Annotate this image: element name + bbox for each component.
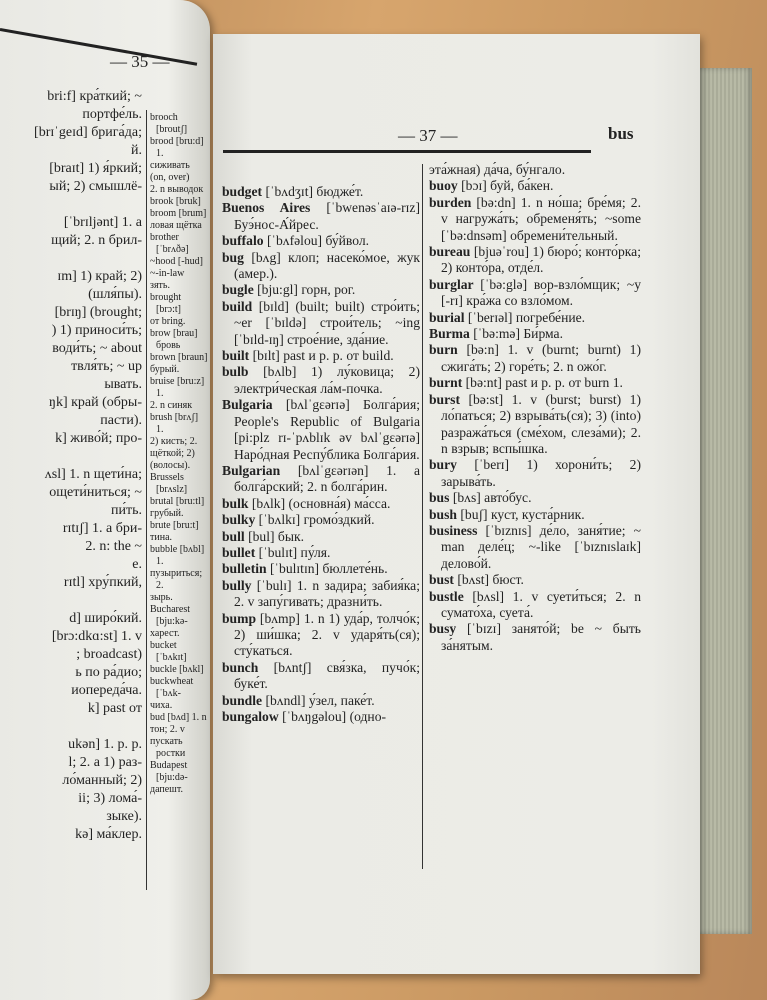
left-page-line: e. bbox=[132, 557, 142, 572]
left-page-side-line: buckle [bʌkl] bbox=[150, 664, 204, 675]
left-page-side-line: пузыриться; 2. bbox=[150, 568, 203, 591]
left-page-line: ощети́ниться; ~ bbox=[49, 485, 142, 500]
dictionary-entry bbox=[429, 195, 641, 244]
left-page-side-line: (on, over) bbox=[150, 172, 190, 183]
left-page-line bbox=[2, 592, 142, 610]
left-page-side-line: bud [bʌd] 1. n bbox=[150, 712, 207, 723]
left-page-column-divider bbox=[146, 110, 147, 890]
left-page-line: [brɪŋ] (brought; bbox=[54, 305, 142, 320]
left-page-side-line: грубый. bbox=[150, 508, 184, 519]
entry-definition: [ˈbʌfəlou] бу́йвол. bbox=[266, 233, 370, 249]
entry-headword: business bbox=[429, 522, 478, 538]
entry-definition: [ˈbɪzɪ] занято́й; be ~ быть за́нятым. bbox=[441, 621, 641, 653]
header-rule bbox=[223, 150, 591, 153]
left-page-line: bri:f] кра́ткий; ~ bbox=[47, 89, 142, 104]
dictionary-entry bbox=[429, 523, 641, 572]
left-page-side-line: чиха. bbox=[150, 700, 173, 711]
entry-definition: [ˈbulɪtɪn] бюллете́нь. bbox=[269, 561, 388, 577]
entry-headword: bully bbox=[222, 577, 252, 593]
left-page-line: [braɪt] 1) я́ркий; bbox=[49, 161, 142, 176]
dictionary-entry bbox=[429, 490, 641, 506]
left-page-side-line: brook [bruk] bbox=[150, 196, 201, 207]
entry-definition: [bɔɪ] буй, ба́кен. bbox=[461, 178, 554, 194]
entry-definition: [ˈberɪ] 1) хорони́ть; 2) зарыва́ть. bbox=[441, 457, 641, 489]
left-page-side-line: brute [bru:t] bbox=[150, 520, 199, 531]
left-page-line: портфе́ль. bbox=[82, 107, 142, 122]
left-page-line bbox=[2, 718, 142, 736]
left-page-side-line: харест. bbox=[150, 628, 180, 639]
left-page-line: пасти). bbox=[100, 413, 142, 428]
dictionary-entry bbox=[222, 250, 420, 283]
left-page-line: ь по ра́дио; bbox=[75, 665, 142, 680]
entry-definition: [ˈbʌŋgəlou] (одно- bbox=[282, 709, 387, 724]
left-page-line: l; 2. a 1) раз- bbox=[68, 755, 142, 770]
left-page-line: (шля́пы). bbox=[88, 287, 142, 302]
dictionary-entry bbox=[222, 693, 420, 709]
entry-headword: bustle bbox=[429, 588, 464, 604]
entry-definition: [bjuəˈrou] 1) бюро́; конто́рка; 2) конто́ра, отде́л. bbox=[441, 244, 641, 276]
entry-headword: bulb bbox=[222, 364, 249, 380]
entry-definition: [bul] бык. bbox=[248, 528, 304, 544]
left-page-side-line: ловая щётка bbox=[150, 220, 202, 231]
dictionary-entry bbox=[429, 375, 641, 391]
entry-definition: [ˈbɪznɪs] де́ло, заня́тие; ~ man деле́ц; ~-like [ˈbɪznɪslaɪk] делово́й. bbox=[441, 522, 641, 571]
dictionary-entry bbox=[222, 660, 420, 693]
entry-headword: Buenos Aires bbox=[222, 200, 311, 216]
entry-headword: Burma bbox=[429, 326, 470, 342]
left-page-line: ) 1) приноси́ть; bbox=[51, 323, 142, 338]
left-page-number: — 35 — bbox=[110, 52, 170, 71]
left-page-side-line: brutal [bru:tl] bbox=[150, 496, 205, 507]
entry-headword: busy bbox=[429, 621, 457, 637]
left-page-line: ŋk] край (обры- bbox=[49, 395, 142, 410]
left-page-side-line: brow [brau] бровь bbox=[150, 328, 198, 351]
dictionary-entry bbox=[222, 200, 420, 233]
left-page-side-line: bubble [bʌbl] 1. bbox=[150, 544, 205, 567]
dictionary-entry bbox=[222, 578, 420, 611]
dictionary-entry bbox=[429, 310, 641, 326]
left-page-line: й. bbox=[131, 143, 142, 158]
left-page-side-line: тина. bbox=[150, 532, 173, 543]
left-page-side-line: broom [brum] bbox=[150, 208, 207, 219]
left-page-side-line: тон; 2. v bbox=[150, 724, 185, 735]
left-page-side-line: brought [brɔ:t] bbox=[150, 292, 182, 315]
entry-headword: bus bbox=[429, 490, 450, 506]
left-page-side-line: brown [braun] bbox=[150, 352, 208, 363]
left-page-side-line: buckwheat [ˈbʌk- bbox=[150, 676, 194, 699]
entry-definition: [ˈbə:glə] вор-взло́мщик; ~y [-rɪ] кра́жа со взло́мом. bbox=[441, 276, 641, 309]
entry-headword: burial bbox=[429, 309, 465, 325]
dictionary-entry bbox=[222, 184, 420, 200]
entry-headword: bush bbox=[429, 506, 457, 522]
entry-headword: bust bbox=[429, 572, 454, 588]
book-spine-cloth bbox=[700, 68, 752, 934]
entry-definition: [bʌlˈgɛərɪən] 1. a болга́рский; 2. n болга́рин. bbox=[234, 462, 420, 495]
entry-headword: bulk bbox=[222, 495, 249, 511]
entry-headword: bug bbox=[222, 249, 244, 265]
dictionary-entry bbox=[429, 589, 641, 622]
column-divider bbox=[422, 164, 423, 869]
entry-definition: [bə:st] 1. v (burst; burst) 1) ло́паться; 2) взрыва́ть(ся); 3) (into) разража́ться (сме́хом, слеза́ми); 2. n взрыв; вспы́шка. bbox=[441, 391, 641, 456]
left-page-line: k] past от bbox=[87, 701, 142, 716]
dictionary-entry bbox=[222, 545, 420, 561]
entry-definition: [ˈberɪəl] погребе́ние. bbox=[467, 309, 586, 325]
left-page-line: [brɔ:dkɑ:st] 1. v bbox=[51, 629, 142, 644]
entry-headword: burn bbox=[429, 342, 458, 358]
entry-headword: bulletin bbox=[222, 561, 267, 577]
entry-definition: [bʌlˈgɛərɪə] Болга́рия; People's Republic of Bulgaria [pi:plz rɪ-ˈpʌblɪk əv bʌlˈgɛərɪə] Наро́дная Респу́блика Болга́рия. bbox=[234, 397, 420, 462]
left-page-line: ukən] 1. p. p. bbox=[68, 737, 142, 752]
left-page-line: [ˈbrɪljənt] 1. a bbox=[63, 215, 142, 230]
left-page-line: rɪtl] хру́пкий, bbox=[63, 575, 142, 590]
left-page-side-line: Bucharest [bju:kə- bbox=[150, 604, 190, 627]
left-page-side-column bbox=[150, 112, 208, 796]
left-page-line: ло́манный; 2) bbox=[62, 773, 142, 788]
left-page-main-column bbox=[2, 88, 142, 844]
entry-definition: [bʌntʃ] свя́зка, пучо́к; буке́т. bbox=[234, 659, 420, 692]
left-page-side-line: Budapest [bju:də- bbox=[150, 760, 188, 783]
entry-headword: bundle bbox=[222, 692, 263, 708]
left-page-line: ый; 2) смышлё- bbox=[49, 179, 142, 194]
left-page-line: ii; 3) лома́- bbox=[78, 791, 142, 806]
left-page-side-line: от bring. bbox=[150, 316, 186, 327]
left-page-side-line: зырь. bbox=[150, 592, 173, 603]
left-page-side-line: Brussels [brʌslz] bbox=[150, 472, 188, 495]
entry-headword: bullet bbox=[222, 544, 256, 560]
entry-definition: [bʌlk] (основна́я) ма́сса. bbox=[251, 495, 391, 511]
entry-definition: [bə:n] 1. v (burnt; burnt) 1) сжига́ть; 2) горе́ть; 2. n ожо́г. bbox=[441, 342, 641, 374]
left-page-line: зыке). bbox=[106, 809, 142, 824]
entry-definition: [buʃ] куст, куста́рник. bbox=[460, 506, 585, 522]
left-page-side-line: сиживать bbox=[150, 160, 190, 171]
entry-definition: [ˈbʌlkɪ] громо́здкий. bbox=[258, 512, 375, 528]
entry-headword: burden bbox=[429, 194, 472, 210]
left-page-side-line: 2. n выводок bbox=[150, 184, 204, 195]
dictionary-entry bbox=[429, 277, 641, 310]
entry-definition: [bʌsl] 1. v суети́ться; 2. n сумато́ха, суета́. bbox=[441, 588, 641, 620]
left-page-side-line: ~-in-law bbox=[150, 268, 185, 279]
left-page-side-line: brood [bru:d] 1. bbox=[150, 136, 204, 159]
entry-definition: [bʌndl] у́зел, паке́т. bbox=[265, 692, 375, 708]
left-page-line: rɪtɪʃ] 1. a бри- bbox=[62, 521, 142, 536]
left-page-line: d] широ́кий. bbox=[69, 611, 142, 626]
entry-headword: burglar bbox=[429, 276, 474, 292]
entry-definition: [bɪlt] past и p. p. от build. bbox=[252, 348, 394, 364]
left-page-side-line: bruise [bru:z] 1. bbox=[150, 376, 205, 399]
left-page-line bbox=[2, 196, 142, 214]
left-page-line: ывать. bbox=[104, 377, 142, 392]
left-page-side-line: пускать ростки bbox=[150, 736, 186, 759]
dictionary-entry bbox=[222, 299, 420, 348]
dictionary-column-1 bbox=[222, 184, 420, 725]
dictionary-entry bbox=[429, 326, 641, 342]
entry-definition: [bʌs] авто́бус. bbox=[452, 490, 532, 506]
dictionary-entry bbox=[429, 162, 641, 178]
dictionary-entry bbox=[222, 463, 420, 496]
dictionary-entry bbox=[429, 178, 641, 194]
entry-definition: [bʌlb] 1) лу́ковица; 2) электри́ческая ла́м-почка. bbox=[234, 364, 420, 396]
dictionary-entry bbox=[222, 282, 420, 298]
left-page-line: иопереда́ча. bbox=[71, 683, 142, 698]
left-page-side-line: brother [ˈbrʌðə] bbox=[150, 232, 189, 255]
dictionary-entry bbox=[222, 348, 420, 364]
left-page-line: ; broadcast) bbox=[76, 647, 142, 662]
dictionary-entry bbox=[429, 392, 641, 458]
left-page-side-line: бурый. bbox=[150, 364, 180, 375]
entry-definition: [bə:dn] 1. n но́ша; бре́мя; 2. v нагружа́ть; обременя́ть; ~some [ˈbə:dnsəm] обремени́тельный. bbox=[441, 194, 641, 243]
entry-definition: [ˈbʌdʒɪt] бюдже́т. bbox=[265, 184, 364, 199]
entry-headword: bungalow bbox=[222, 709, 279, 724]
entry-headword: Bulgarian bbox=[222, 462, 281, 478]
entry-headword: burnt bbox=[429, 375, 463, 391]
entry-headword: bull bbox=[222, 528, 245, 544]
entry-headword: burst bbox=[429, 391, 460, 407]
dictionary-entry bbox=[429, 244, 641, 277]
dictionary-entry bbox=[222, 561, 420, 577]
left-page-side-line: ~hood [-hud] bbox=[150, 256, 203, 267]
dictionary-entry bbox=[222, 496, 420, 512]
entry-definition: [bju:gl] горн, рог. bbox=[257, 282, 356, 298]
entry-definition: [ˈbə:mə] Би́рма. bbox=[473, 326, 563, 342]
left-page-side-line: дапешт. bbox=[150, 784, 184, 795]
dictionary-entry bbox=[222, 397, 420, 463]
entry-headword: budget bbox=[222, 184, 263, 199]
entry-headword: built bbox=[222, 348, 250, 364]
left-page-line: kə] ма́клер. bbox=[75, 827, 142, 842]
left-page-side-line: brush [brʌʃ] 1. bbox=[150, 412, 199, 435]
entry-headword: bury bbox=[429, 457, 457, 473]
left-page-side-line: (волосы). bbox=[150, 460, 191, 471]
running-head: bus bbox=[608, 124, 634, 143]
dictionary-entry bbox=[222, 529, 420, 545]
entry-definition: [bʌst] бюст. bbox=[457, 572, 524, 588]
left-page-line bbox=[2, 448, 142, 466]
left-page-side-line: brooch [broutʃ] bbox=[150, 112, 188, 135]
entry-headword: bureau bbox=[429, 244, 471, 260]
dictionary-entry bbox=[222, 512, 420, 528]
left-page-line: щий; 2. n брил- bbox=[51, 233, 142, 248]
dictionary-entry bbox=[222, 709, 420, 725]
left-page-line: [brɪˈgeɪd] брига́да; bbox=[34, 125, 142, 140]
entry-definition: [ˈbwenəsˈaɪə-rɪz] Буэ́нос-А́йрес. bbox=[234, 200, 420, 232]
left-page bbox=[0, 0, 210, 1000]
left-page-line: 2. n: the ~ bbox=[85, 539, 142, 554]
entry-headword: buoy bbox=[429, 178, 458, 194]
left-page-side-line: зять. bbox=[150, 280, 170, 291]
dictionary-entry bbox=[429, 342, 641, 375]
entry-headword: bump bbox=[222, 610, 257, 626]
left-page-line: твля́ть; ~ up bbox=[71, 359, 142, 374]
left-page-side-line: щёткой; 2) bbox=[150, 448, 195, 459]
entry-definition: [bʌmp] 1. n 1) уда́р, толчо́к; 2) ши́шка; 2. v ударя́ть(ся); сту́каться. bbox=[234, 610, 420, 659]
dictionary-entry bbox=[429, 621, 641, 654]
entry-definition: [bʌg] клоп; насеко́мое, жук (амер.). bbox=[234, 249, 420, 282]
entry-headword: bunch bbox=[222, 659, 259, 675]
dictionary-entry bbox=[222, 611, 420, 660]
entry-headword: bugle bbox=[222, 282, 254, 298]
left-page-line bbox=[2, 250, 142, 268]
left-page-side-line: bucket [ˈbʌkɪt] bbox=[150, 640, 187, 663]
left-page-line: ɪm] 1) край; 2) bbox=[57, 269, 142, 284]
entry-headword: build bbox=[222, 298, 253, 314]
entry-headword: buffalo bbox=[222, 233, 264, 249]
left-page-line: ʌsl] 1. n щети́на; bbox=[44, 467, 142, 482]
dictionary-column-2 bbox=[429, 162, 641, 654]
entry-definition: эта́жная) да́ча, бу́нгало. bbox=[429, 162, 566, 177]
dictionary-entry bbox=[429, 457, 641, 490]
left-page-line: води́ть; ~ about bbox=[52, 341, 142, 356]
left-page-side-line: 2. n синяк bbox=[150, 400, 193, 411]
dictionary-entry bbox=[222, 233, 420, 249]
left-page-side-line: 2) кисть; 2. bbox=[150, 436, 198, 447]
left-page-line: k] живо́й; про- bbox=[55, 431, 142, 446]
right-page-number: — 37 — bbox=[398, 126, 458, 145]
entry-headword: bulky bbox=[222, 512, 256, 528]
entry-definition: [bə:nt] past и p. p. от burn 1. bbox=[465, 375, 623, 391]
right-page bbox=[213, 34, 700, 974]
dictionary-entry bbox=[222, 364, 420, 397]
entry-definition: [ˈbulɪ] 1. n задира; забия́ка; 2. v запу́гивать; дразни́ть. bbox=[234, 577, 420, 610]
dictionary-entry bbox=[429, 572, 641, 588]
entry-definition: [bɪld] (built; built) стро́ить; ~er [ˈbɪldə] строи́тель; ~ing [ˈbɪld-ɪŋ] строе́ние, зда́ние. bbox=[234, 298, 420, 347]
left-page-line: пи́ть. bbox=[111, 503, 142, 518]
dictionary-entry bbox=[429, 507, 641, 523]
entry-headword: Bulgaria bbox=[222, 397, 273, 413]
entry-definition: [ˈbulɪt] пу́ля. bbox=[258, 544, 331, 560]
